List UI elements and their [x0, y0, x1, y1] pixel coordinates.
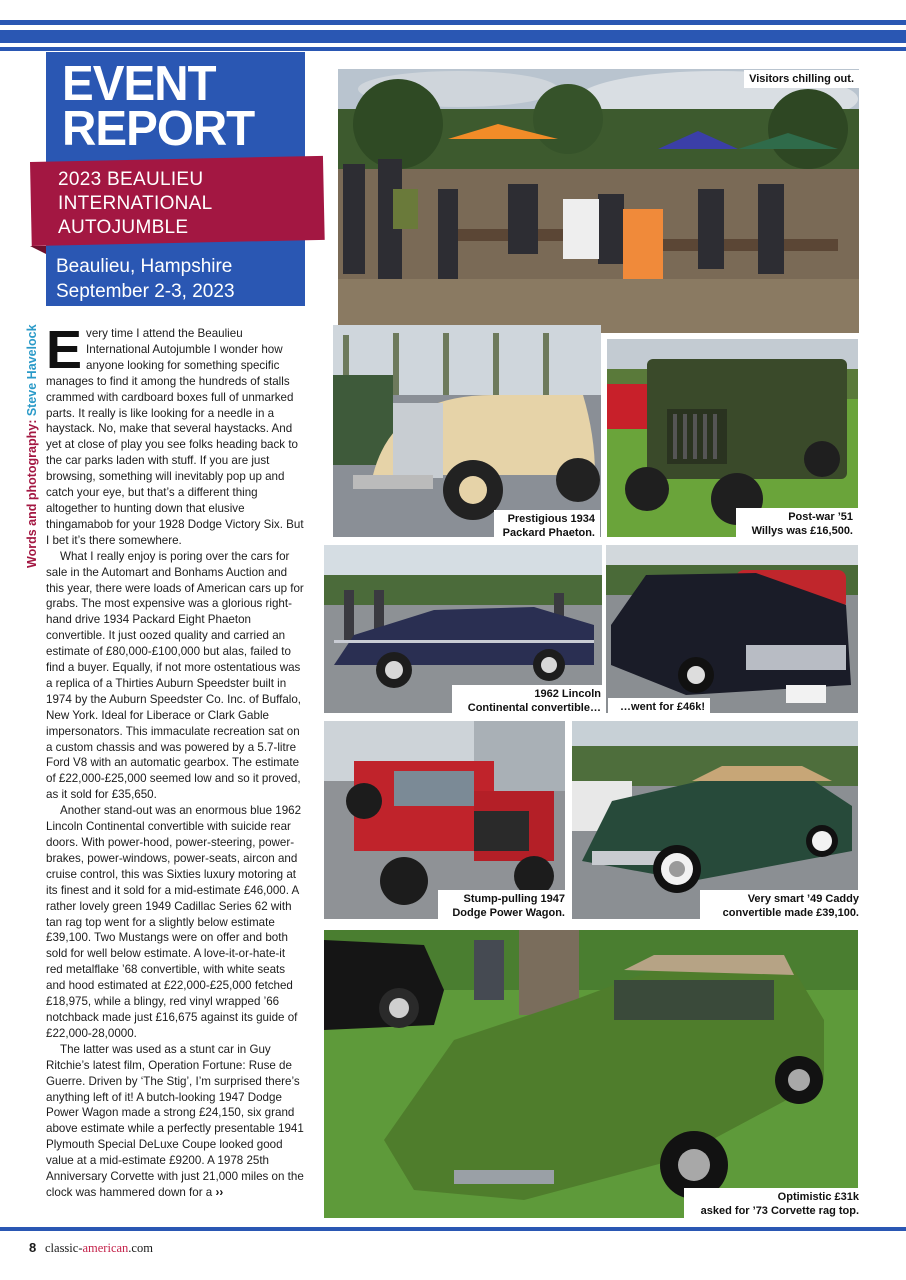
caption-packard: Prestigious 1934 Packard Phaeton.	[494, 510, 600, 542]
caption-visitors: Visitors chilling out.	[744, 70, 859, 88]
caption-dodge: Stump-pulling 1947 Dodge Power Wagon.	[438, 890, 570, 922]
section-title: EVENT REPORT	[62, 57, 255, 156]
page-number: 8	[29, 1240, 37, 1255]
photo-packard	[333, 325, 601, 537]
site-url: classic-american.com	[45, 1241, 153, 1255]
article-paragraph: Every time I attend the Beaulieu International Autojumble I wonder how anyone looking for something specific manages to find it among the hundreds of stalls crammed with cardboard boxes full of unmarked parts. It really is like looking for a needle in a haystack. No, make that several haystacks. And yet at close of play you see folks heading back to the car parks laden with stuff. If you are just browsing, something will inevitably pop up and catch your eye, but that’s a different thing altogether to hunting down that elusive thingamabob for your 1928 Dodge Victory Six. But I bet it’s there somewhere.	[46, 320, 304, 547]
event-location-date: Beaulieu, Hampshire September 2-3, 2023	[56, 256, 235, 302]
byline-author: Steve Havelock	[25, 324, 39, 417]
caption-corvette: Optimistic £31k asked for ’73 Corvette rag top.	[684, 1188, 864, 1220]
article-body	[46, 320, 305, 1201]
caption-cadillac: Very smart ’49 Caddy convertible made £39,100.	[700, 890, 864, 922]
footer-stripe	[0, 1227, 906, 1231]
photo-lincoln-front	[606, 545, 858, 713]
byline	[25, 324, 39, 568]
article-paragraph: Another stand-out was an enormous blue 1962 Lincoln Continental convertible with suicide rear doors. With power-hood, power-steering, power-brakes, power-windows, power-seats, aircon and cruise control, this was Sixties luxury motoring at its finest and it sold for a mid-estimate £46,000. A rather lovely green 1949 Cadillac Series 62 with tan rag top went for a slightly below estimate £39,100. Two Mustangs were on offer and both sold for well below estimate. A love-it-or-hate-it red metalflake ’68 convertible, with white seats and hood estimated at £22,000-£25,000 fetched £18,975, while a blingy, red vinyl wrapped ’66 notchback made just £16,675 against its guide of £22,000-28,0000.	[46, 804, 302, 1040]
event-name: 2023 BEAULIEU INTERNATIONAL AUTOJUMBLE	[58, 169, 213, 238]
photo-visitors	[338, 69, 859, 333]
caption-lincoln-side: 1962 Lincoln Continental convertible…	[452, 685, 606, 717]
caption-lincoln-front: …went for £46k!	[608, 698, 710, 716]
article-paragraph: What I really enjoy is poring over the cars for sale in the Automart and Bonhams Auction and this year, there were loads of American cars up for grabs. The most expensive was a glorious right-hand drive 1934 Packard Eight Phaeton convertible. It just oozed quality and carried an estimate of £80,000-£100,000 but alas, failed to find a buyer. Equally, if not more ostentatious was a replica of a Thirties Auburn Speedster built in 1974 by the Auburn Speedster Co. Inc. of Buffalo, New York. Ideal for Liberace or Clark Gable impersonators. This immaculate recreation sat on a custom chassis and was powered by a 5.7-litre Ford V8 with an automatic gearbox. The estimate of £22,000-£25,000 seemed low and so it proved, as it sold for £35,650.	[46, 549, 304, 802]
photo-corvette	[324, 930, 858, 1218]
caption-willys: Post-war ’51 Willys was £16,500.	[736, 508, 858, 540]
top-stripe-thick	[0, 30, 906, 43]
banner-fold	[30, 246, 46, 254]
continued-arrow: ››	[215, 1185, 224, 1199]
article-paragraph: The latter was used as a stunt car in Guy Ritchie’s latest film, Operation Fortune: Ruse de Guerre. Driven by ‘The Stig’, I’m surprised there’s anything left of it! A butch-looking 1947 Dodge Power Wagon made a strong £24,150, six grand above estimate while a perfectly presentable 1941 Plymouth Special DeLuxe Coupe looked good value at a mid-estimate £9200. A 1978 25th Anniversary Corvette with just 21,000 miles on the clock was hammered down for a ››	[46, 1042, 304, 1199]
top-stripe-bottom	[0, 47, 906, 51]
byline-label: Words and photography:	[25, 416, 39, 568]
top-stripe-thin	[0, 20, 906, 25]
drop-cap: E	[46, 320, 83, 380]
